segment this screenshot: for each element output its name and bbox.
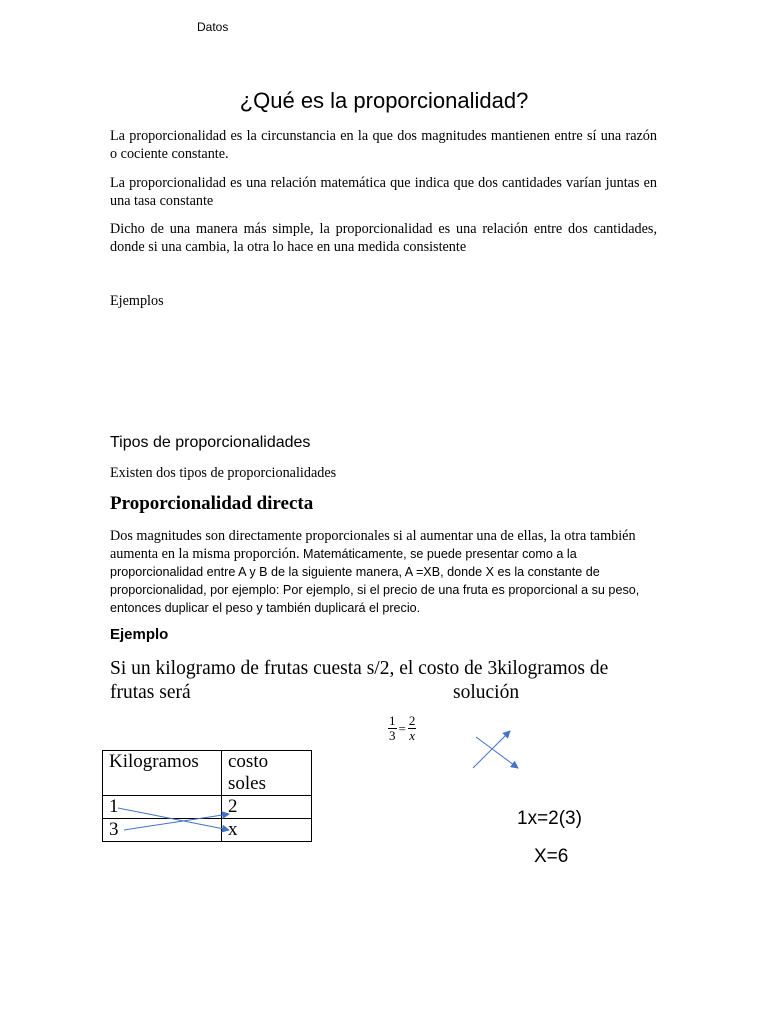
page-header: Datos	[197, 20, 229, 34]
table-cell: x	[222, 819, 312, 842]
fraction-right-denominator: x	[409, 728, 415, 743]
fraction-left-numerator: 1	[389, 713, 396, 728]
solution-label: solución	[453, 682, 520, 703]
table-cell: 3	[103, 819, 222, 842]
table-header-cell: Kilogramos	[103, 751, 222, 796]
directa-text-serif: Dos magnitudes son directamente proporcionales si al aumentar una de ellas, la otra también aumenta en la misma proporción.	[110, 528, 636, 562]
solution-cross-arrow-down	[476, 737, 518, 768]
ejemplo-heading: Ejemplo	[110, 626, 169, 643]
fraction-left-denominator: 3	[389, 728, 396, 743]
directa-heading: Proporcionalidad directa	[110, 493, 314, 514]
paragraph-definition-1: La proporcionalidad es la circunstancia en la que dos magnitudes mantienen entre sí una razón o cociente constante.	[110, 128, 657, 162]
table-cross-arrow-down	[118, 808, 229, 830]
paragraph-definition-2: La proporcionalidad es una relación matemática que indica que dos cantidades varían juntas en una tasa constante	[110, 175, 657, 209]
problem-line-2-left: frutas será	[110, 682, 191, 703]
result-value: X=6	[534, 846, 569, 867]
tipos-text: Existen dos tipos de proporcionalidades	[110, 465, 337, 481]
fraction-right-numerator: 2	[408, 713, 416, 728]
table-cell: 2	[222, 796, 312, 819]
solution-cross-arrow-up	[473, 731, 510, 768]
result-equation: 1x=2(3)	[517, 808, 582, 829]
tipos-heading: Tipos de proporcionalidades	[110, 434, 311, 451]
page-title: ¿Qué es la proporcionalidad?	[239, 88, 529, 113]
equals-sign: =	[398, 720, 406, 736]
table-header-cell: costo soles	[222, 751, 312, 796]
table-cross-arrow-up	[124, 814, 229, 830]
problem-line-1: Si un kilogramo de frutas cuesta s/2, el costo de 3kilogramos de	[110, 658, 609, 679]
table-cell: 1	[103, 796, 222, 819]
ejemplos-label: Ejemplos	[110, 293, 164, 309]
paragraph-definition-3: Dicho de una manera más simple, la proporcionalidad es una relación entre dos cantidades, donde si una cambia, la otra lo hace en una medida consistente	[110, 221, 657, 255]
directa-text-sans: Matemáticamente, se puede presentar como a la proporcionalidad entre A y B de la siguiente manera, A =XB, donde X es la constante de proporcionalidad, por ejemplo: Por ejemplo, si el precio de una fruta es proporcional a su peso, entonces duplicar el peso y también duplicará el precio.	[110, 547, 640, 615]
